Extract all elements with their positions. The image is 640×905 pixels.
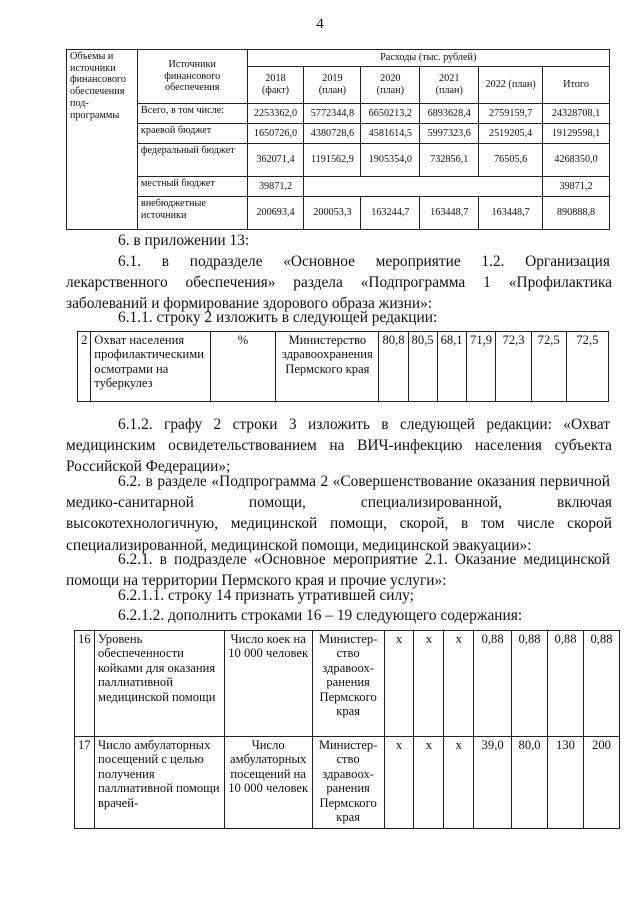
indicator-value: 0,88 (474, 631, 512, 737)
paragraph-6-1-1: 6.1.1. строку 2 изложить в следующей редакции: (118, 309, 438, 326)
amount-cell: 5997323,6 (420, 124, 479, 144)
paragraph-6-2-first-line: 6.2. в разделе «Подпрограмма 2 «Совершенствование оказания первичной (118, 473, 610, 490)
paragraph-6: 6. в приложении 13: (118, 232, 250, 249)
financing-left-header: Объемы и источники финансового обеспечения под-программы (67, 50, 138, 230)
amount-cell: 24328708,1 (543, 104, 610, 124)
amount-cell: 163448,7 (420, 197, 479, 230)
expenses-header: Расходы (тыс. рублей) (247, 50, 609, 67)
amount-cell: 1191562,9 (304, 144, 361, 177)
year-header: 2019 (план) (304, 67, 361, 104)
indicator-value: х (414, 631, 444, 737)
paragraph-6-2-1-1: 6.2.1.1. строку 14 признать утратившей силу; (118, 587, 414, 604)
indicator-value: 130 (548, 737, 584, 829)
indicator-value: 72,3 (496, 332, 531, 402)
indicator-executor: Министер-ство здравоох-ранения Пермского края (312, 737, 384, 829)
amount-cell: 4581614,5 (361, 124, 420, 144)
indicator-table-rows-16-17 (74, 630, 620, 829)
indicator-value: х (444, 737, 474, 829)
amount-cell: 200053,3 (304, 197, 361, 230)
indicator-unit: Число амбулаторных посещений на 10 000 человек (224, 737, 312, 829)
row-number: 16 (75, 631, 95, 737)
source-label: Всего, в том числе: (137, 104, 247, 124)
page-number: 4 (316, 16, 324, 32)
indicator-name: Охват населения профилактическими осмотрами на туберкулез (91, 332, 211, 402)
paragraph-6-2-1-2: 6.2.1.2. дополнить строками 16 – 19 следующего содержания: (118, 607, 523, 624)
sources-header: Источники финансового обеспечения (137, 50, 247, 104)
amount-cell: 39871,2 (543, 177, 610, 197)
amount-cell: 4380728,6 (304, 124, 361, 144)
amount-cell-empty (304, 177, 543, 197)
indicator-value: 68,1 (437, 332, 466, 402)
source-label: федеральный бюджет (137, 144, 247, 177)
indicator-name: Уровень обеспеченности койками для оказания паллиативной медицинской помощи (94, 631, 224, 737)
indicator-value: 0,88 (512, 631, 548, 737)
amount-cell: 39871,2 (247, 177, 304, 197)
indicator-executor: Министер-ство здравоох-ранения Пермского края (312, 631, 384, 737)
amount-cell: 6650213,2 (361, 104, 420, 124)
amount-cell: 6893628,4 (420, 104, 479, 124)
amount-cell: 5772344,8 (304, 104, 361, 124)
indicator-value: х (384, 737, 414, 829)
amount-cell: 4268350,0 (543, 144, 610, 177)
amount-cell: 732856,1 (420, 144, 479, 177)
indicator-value: х (384, 631, 414, 737)
amount-cell: 163448,7 (479, 197, 543, 230)
row-number: 2 (78, 332, 91, 402)
year-header: Итого (543, 67, 610, 104)
indicator-value: 200 (583, 737, 619, 829)
row-number: 17 (75, 737, 95, 829)
source-label: внебюджетные источники (137, 197, 247, 230)
paragraph-6-1-rest: лекарственного обеспечения» раздела «Подпрограмма 1 «Профилактика заболеваний и формирование здорового образа жизни»: (66, 274, 612, 313)
year-header: 2021 (план) (420, 67, 479, 104)
paragraph-6-1-first-line: 6.1. в подразделе «Основное мероприятие 1.2. Организация (118, 253, 610, 270)
indicator-value: 72,5 (566, 332, 608, 402)
indicator-value: х (414, 737, 444, 829)
year-header: 2022 (план) (479, 67, 543, 104)
indicator-value: 80,8 (379, 332, 408, 402)
amount-cell: 1650726,0 (247, 124, 304, 144)
financing-table (66, 49, 610, 230)
amount-cell: 163244,7 (361, 197, 420, 230)
amount-cell: 2519205,4 (479, 124, 543, 144)
indicator-value: 80,5 (408, 332, 437, 402)
source-label: краевой бюджет (137, 124, 247, 144)
indicator-name: Число амбулаторных посещений с целью получения паллиативной помощи врачей- (94, 737, 224, 829)
amount-cell: 2253362,0 (247, 104, 304, 124)
amount-cell: 890888,8 (543, 197, 610, 230)
indicator-table-row-2 (77, 331, 609, 402)
indicator-value: 72,5 (531, 332, 566, 402)
source-label: местный бюджет (137, 177, 247, 197)
year-header: 2020 (план) (361, 67, 420, 104)
amount-cell: 19129598,1 (543, 124, 610, 144)
indicator-value: 0,88 (583, 631, 619, 737)
paragraph-6-2-rest: медико-санитарной помощи, специализированной, включая высокотехнологичную, медицинской помощи, скорой, в том числе скорой специализированной, медицинской помощи, медицинской эвакуации»: (66, 494, 612, 554)
paragraph-6-2-1-first-line: 6.2.1. в подразделе «Основное мероприятие 2.1. Оказание медицинской (118, 551, 610, 568)
year-header: 2018 (факт) (247, 67, 304, 104)
indicator-executor: Министерство здравоохранения Пермского края (276, 332, 379, 402)
paragraph-6-1-2-rest: медицинским освидетельствованием на ВИЧ-инфекцию населения субъекта Российской Федерации»; (66, 437, 612, 476)
indicator-value: 0,88 (548, 631, 584, 737)
indicator-unit: Число коек на 10 000 человек (224, 631, 312, 737)
amount-cell: 2759159,7 (479, 104, 543, 124)
indicator-unit: % (210, 332, 275, 402)
paragraph-6-1-2-first-line: 6.1.2. графу 2 строки 3 изложить в следующей редакции: «Охват (118, 416, 610, 433)
amount-cell: 1905354,0 (361, 144, 420, 177)
indicator-value: 71,9 (466, 332, 496, 402)
paragraph-6-2-1-rest: помощи на территории Пермского края и прочие услуги»: (66, 572, 447, 589)
indicator-value: 39,0 (474, 737, 512, 829)
indicator-value: 80,0 (512, 737, 548, 829)
indicator-value: х (444, 631, 474, 737)
amount-cell: 362071,4 (247, 144, 304, 177)
amount-cell: 200693,4 (247, 197, 304, 230)
amount-cell: 76505,6 (479, 144, 543, 177)
